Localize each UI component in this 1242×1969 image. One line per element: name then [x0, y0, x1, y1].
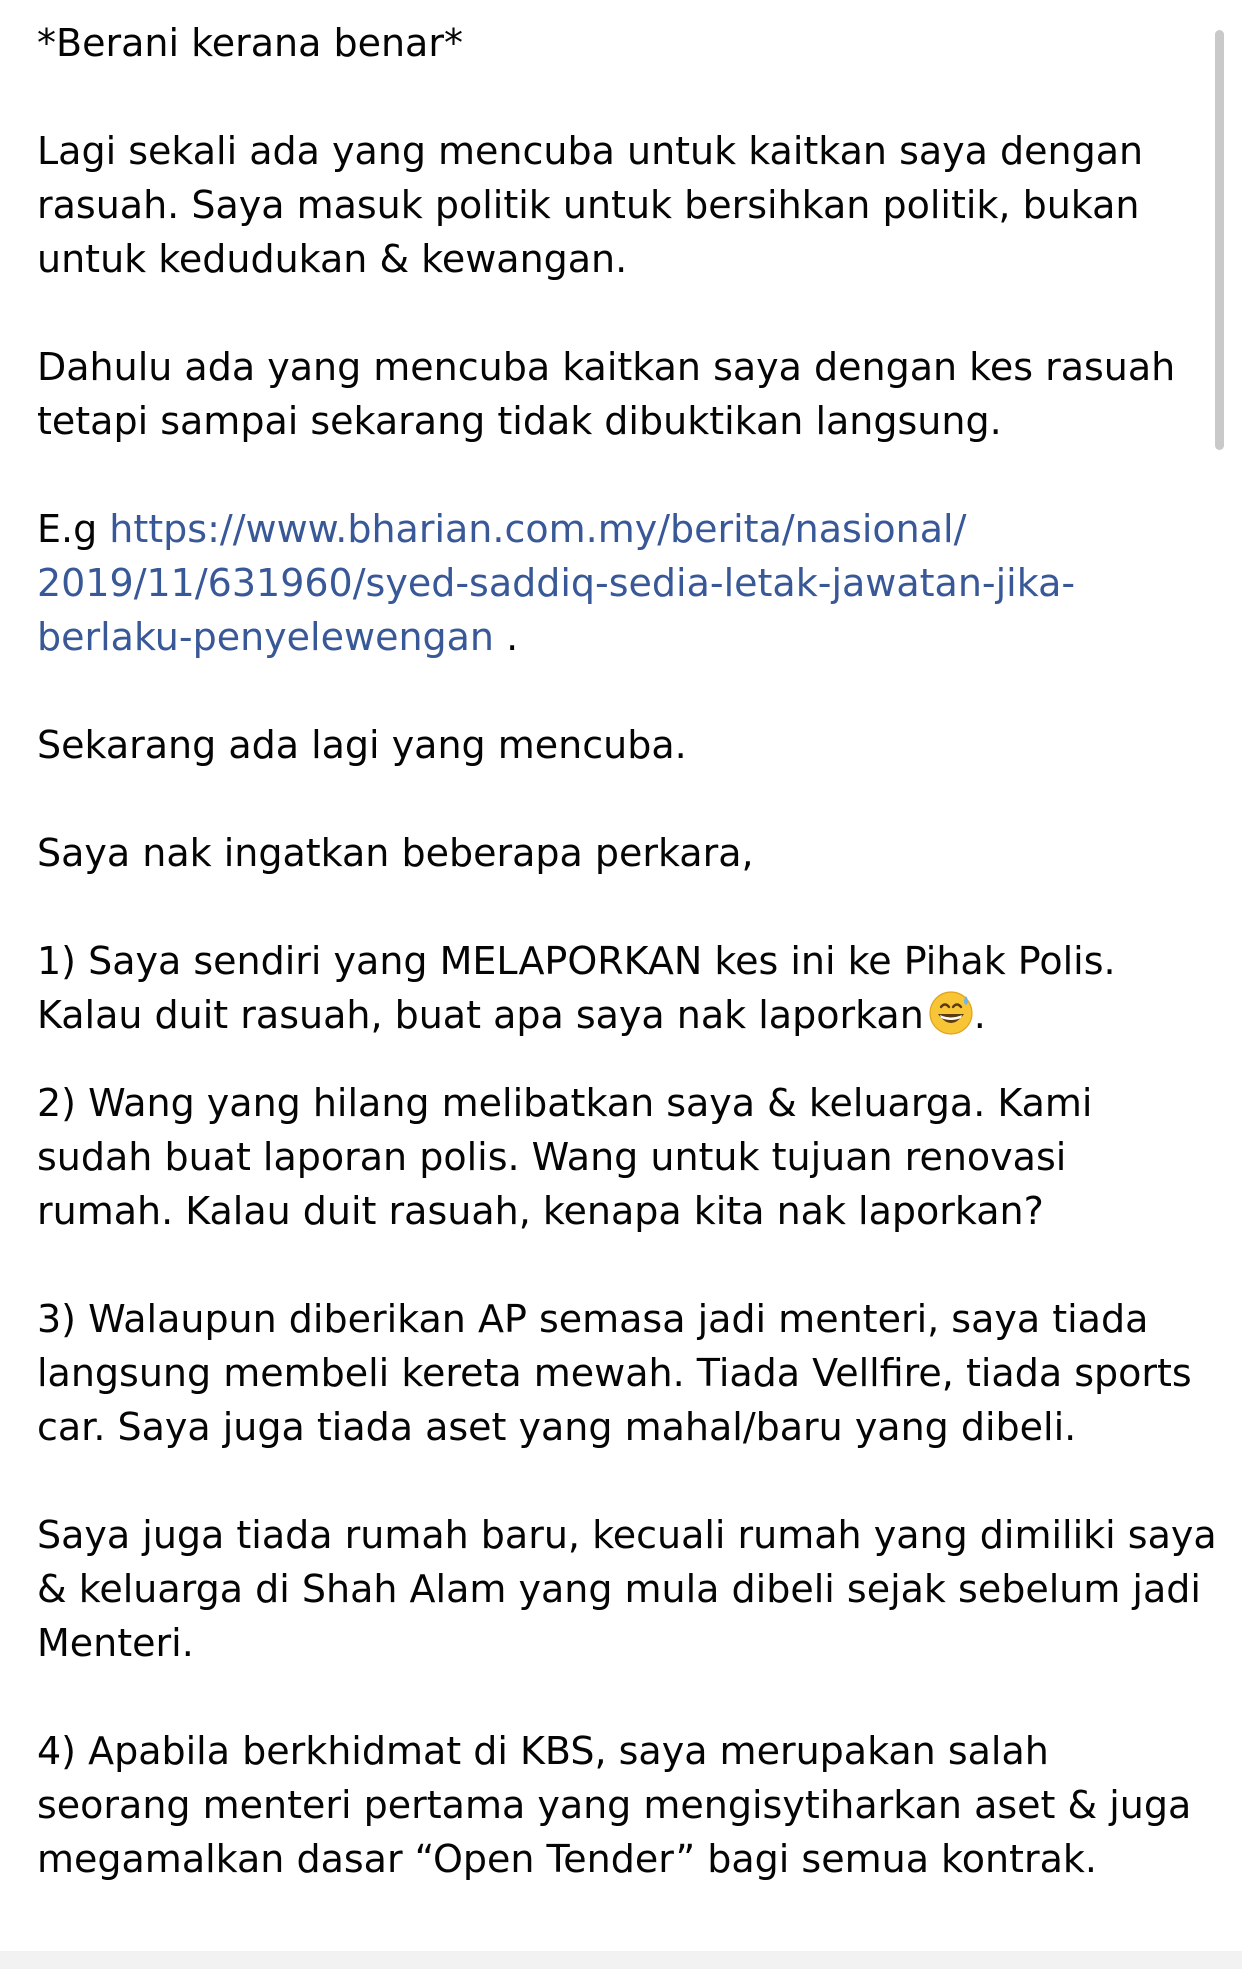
- paragraph-9-line-1: Saya juga tiada rumah baru, kecuali rumah yang dimiliki saya: [37, 1513, 1217, 1557]
- paragraph-5: [37, 826, 1207, 880]
- paragraph-5-line-1: Saya nak ingatkan beberapa perkara,: [37, 831, 754, 875]
- paragraph-gap: [37, 448, 1207, 502]
- paragraph-1-line-1: Lagi sekali ada yang mencuba untuk kaitkan saya dengan: [37, 129, 1144, 173]
- paragraph-10-line-3: megamalkan dasar “Open Tender” bagi semua kontrak.: [37, 1837, 1097, 1881]
- paragraph-9-line-2: & keluarga di Shah Alam yang mula dibeli sejak sebelum jadi: [37, 1567, 1201, 1611]
- paragraph-6: [37, 934, 1207, 1042]
- paragraph-7-line-3: rumah. Kalau duit rasuah, kenapa kita nak laporkan?: [37, 1189, 1044, 1233]
- article-link-part-1[interactable]: https://www.bharian.com.my/berita/nasional/: [109, 507, 967, 551]
- scrollbar-thumb[interactable]: [1215, 30, 1224, 450]
- paragraph-6-line-2-text: Kalau duit rasuah, buat apa saya nak laporkan: [37, 993, 924, 1037]
- paragraph-3-line-2: [37, 556, 1207, 610]
- paragraph-3-link: [37, 502, 1207, 664]
- paragraph-10-line-1: 4) Apabila berkhidmat di KBS, saya merupakan salah: [37, 1729, 1049, 1773]
- grinning-face-with-sweat-icon: [928, 990, 974, 1036]
- paragraph-9: [37, 1508, 1217, 1670]
- paragraph-6-line-2-end: .: [973, 993, 986, 1037]
- paragraph-7-line-2: sudah buat laporan polis. Wang untuk tujuan renovasi: [37, 1135, 1067, 1179]
- paragraph-10-line-2: seorang menteri pertama yang mengisytiharkan aset & juga: [37, 1783, 1192, 1827]
- post-title-paragraph: [37, 16, 1207, 70]
- paragraph-6-line-1: 1) Saya sendiri yang MELAPORKAN kes ini ke Pihak Polis.: [37, 939, 1116, 983]
- paragraph-4: [37, 718, 1207, 772]
- paragraph-gap: [37, 664, 1207, 718]
- paragraph-2-line-2: tetapi sampai sekarang tidak dibuktikan langsung.: [37, 399, 1002, 443]
- paragraph-4-line-1: Sekarang ada lagi yang mencuba.: [37, 723, 687, 767]
- bottom-edge: [0, 1951, 1242, 1969]
- paragraph-7-line-1: 2) Wang yang hilang melibatkan saya & keluarga. Kami: [37, 1081, 1093, 1125]
- paragraph-8-line-1: 3) Walaupun diberikan AP semasa jadi menteri, saya tiada: [37, 1297, 1149, 1341]
- paragraph-8: [37, 1292, 1207, 1454]
- paragraph-1-line-2: rasuah. Saya masuk politik untuk bersihkan politik, bukan: [37, 183, 1140, 227]
- paragraph-6-line-2: [37, 988, 1207, 1042]
- paragraph-gap: [37, 70, 1207, 124]
- paragraph-2: [37, 340, 1207, 448]
- paragraph-gap: [37, 1454, 1207, 1508]
- link-suffix: .: [494, 615, 519, 659]
- paragraph-gap: [37, 286, 1207, 340]
- paragraph-1: [37, 124, 1207, 286]
- paragraph-3-line-3: [37, 610, 1207, 664]
- paragraph-1-line-3: untuk kedudukan & kewangan.: [37, 237, 628, 281]
- article-link-part-3[interactable]: berlaku-penyelewengan: [37, 615, 495, 659]
- paragraph-gap: [37, 1238, 1207, 1292]
- paragraph-8-line-2: langsung membeli kereta mewah. Tiada Vellfire, tiada sports: [37, 1351, 1192, 1395]
- paragraph-2-line-1: Dahulu ada yang mencuba kaitkan saya dengan kes rasuah: [37, 345, 1176, 389]
- paragraph-gap: [37, 772, 1207, 826]
- paragraph-3-line-1: [37, 502, 1207, 556]
- post-title: *Berani kerana benar*: [37, 21, 463, 65]
- article-link-part-2[interactable]: 2019/11/631960/syed-saddiq-sedia-letak-jawatan-jika-: [37, 561, 1076, 605]
- paragraph-9-line-3: Menteri.: [37, 1621, 194, 1665]
- post-body: [37, 16, 1217, 1886]
- link-prefix: E.g: [37, 507, 110, 551]
- paragraph-gap: [37, 1670, 1207, 1724]
- paragraph-10: [37, 1724, 1207, 1886]
- paragraph-7: [37, 1076, 1207, 1238]
- paragraph-gap: [37, 1042, 1207, 1076]
- paragraph-gap: [37, 880, 1207, 934]
- paragraph-8-line-3: car. Saya juga tiada aset yang mahal/baru yang dibeli.: [37, 1405, 1077, 1449]
